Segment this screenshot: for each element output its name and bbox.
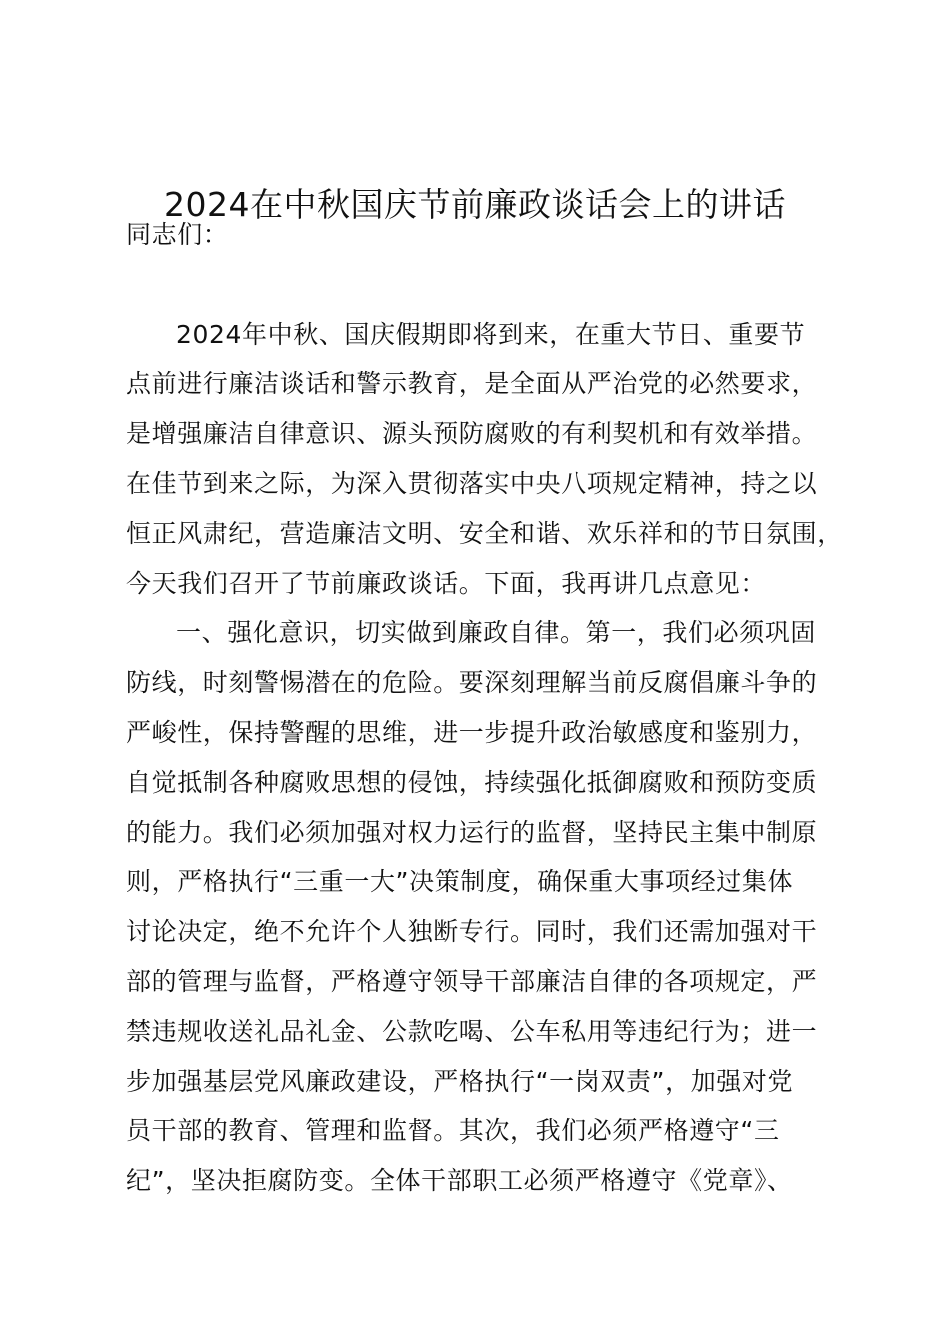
paragraph-1-line: 点前进行廉洁谈话和警示教育，是全面从严治党的必然要求， <box>126 369 818 399</box>
paragraph-1-line: 是增强廉洁自律意识、源头预防腐败的有利契机和有效举措。 <box>126 419 818 449</box>
paragraph-2-line: 自觉抵制各种腐败思想的侵蚀，持续强化抵御腐败和预防变质 <box>126 767 818 797</box>
paragraph-1-line: 2024年中秋、国庆假期即将到来，在重大节日、重要节 <box>176 319 806 349</box>
paragraph-1-line: 今天我们召开了节前廉政谈话。下面，我再讲几点意见： <box>126 568 767 598</box>
paragraph-2-line: 步加强基层党风廉政建设，严格执行“一岗双责”，加强对党 <box>126 1066 794 1096</box>
paragraph-2-line: 的能力。我们必须加强对权力运行的监督，坚持民主集中制原 <box>126 817 818 847</box>
paragraph-2-line: 禁违规收送礼品礼金、公款吃喝、公车私用等违纪行为；进一 <box>126 1016 818 1046</box>
paragraph-2-line: 则，严格执行“三重一大”决策制度，确保重大事项经过集体 <box>126 867 794 897</box>
paragraph-2-line: 一、强化意识，切实做到廉政自律。第一，我们必须巩固 <box>176 618 817 648</box>
paragraph-1-line: 在佳节到来之际，为深入贯彻落实中央八项规定精神，持之以 <box>126 468 818 498</box>
body-line <box>126 260 856 310</box>
paragraph-2-line: 讨论决定，绝不允许个人独断专行。同时，我们还需加强对干 <box>126 917 818 947</box>
salutation: 同志们： <box>126 220 229 249</box>
paragraph-2-line: 防线，时刻警惕潜在的危险。要深刻理解当前反腐倡廉斗争的 <box>126 668 818 698</box>
document-body <box>126 210 856 1206</box>
paragraph-2-line: 部的管理与监督，严格遵守领导干部廉洁自律的各项规定，严 <box>126 966 818 996</box>
paragraph-1-line: 恒正风肃纪，营造廉洁文明、安全和谐、欢乐祥和的节日氛围， <box>126 518 843 548</box>
paragraph-2-line: 员干部的教育、管理和监督。其次，我们必须严格遵守“三 <box>126 1116 780 1146</box>
paragraph-2-line: 严峻性，保持警醒的思维，进一步提升政治敏感度和鉴别力， <box>126 717 818 747</box>
paragraph-2-line: 纪”，坚决拒腐防变。全体干部职工必须严格遵守《党章》、 <box>126 1166 793 1196</box>
document-title: 2024在中秋国庆节前廉政谈话会上的讲话 <box>164 185 786 224</box>
